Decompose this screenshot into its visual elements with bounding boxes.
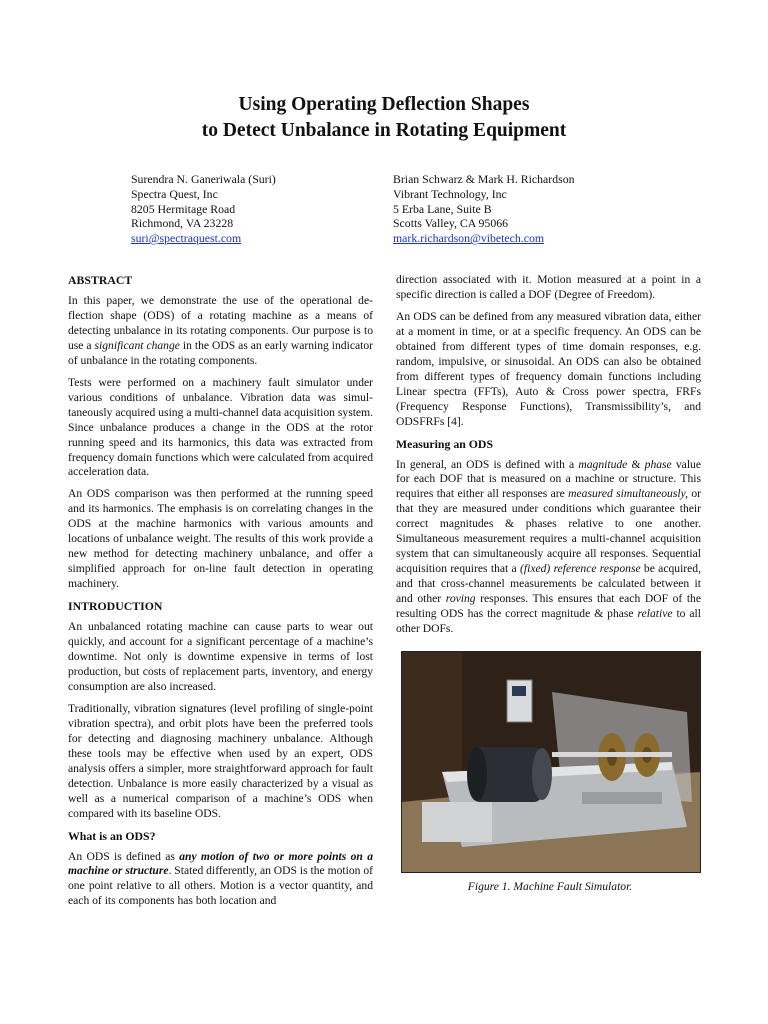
machine-fault-simulator-photo xyxy=(401,651,701,873)
abstract-paragraph: An ODS comparison was then performed at the running speed and its harmonics. The emphasis is on correlating changes in the ODS at the machine harmonics with various amounts and locations of unbalance weight. The results of this work provide a new method for detecting machinery unbalance, and offer a simplified approach for on-line fault detection in operating machinery. xyxy=(68,487,373,591)
right-column xyxy=(396,273,701,644)
author-address: Scotts Valley, CA 95066 xyxy=(393,216,509,231)
author-name: Brian Schwarz & Mark H. Richardson xyxy=(393,172,575,186)
body-paragraph: An ODS can be defined from any measured vibration data, either at a moment in time, or at a specific frequency. An ODS can be obtained from different types of time domain responses, e.g. random, impulsive, or sinusoidal. An ODS can also be obtained from different types of frequency domain functions including Linear spectra (FFTs), Auto & Cross power spectra, FRFs (Frequency Response Functions), Transmissibility’s, and ODSFRFs [4]. xyxy=(396,309,701,428)
author-address: Richmond, VA 23228 xyxy=(131,216,234,231)
introduction-heading: INTRODUCTION xyxy=(68,599,163,614)
author-org: Spectra Quest, Inc xyxy=(131,186,218,201)
measuring-ods-heading: Measuring an ODS xyxy=(396,436,494,451)
introduction-paragraph: Traditionally, vibration signatures (level profiling of single-point vibration spectra), and orbit plots have been the preferred tools for detecting and diagnosing machinery unbalance. Although these tools may be effective when used by an expert, ODS analysis offers a simpler, more straightforward approach for fault detection. Unbalance is more easily characterized by a visual as well as a numerical comparison of a machine’s ODS when compared with its baseline ODS. xyxy=(68,701,373,820)
author-email-link[interactable]: mark.richardson@vibetech.com xyxy=(393,231,545,246)
author-email-link[interactable]: suri@spectraquest.com xyxy=(131,231,242,246)
body-paragraph: direction associated with it. Motion measured at a point in a specific direction is called a DOF (Degree of Freedom). xyxy=(396,273,701,301)
author-address: 5 Erba Lane, Suite B xyxy=(393,201,492,216)
introduction-paragraph: An unbalanced rotating machine can cause parts to wear out quickly, and account for a significant percentage of a machine’s downtime. Not only is downtime expensive in terms of lost production, but costs of replacement parts, inventory, and energy consumption are also increased. xyxy=(68,620,373,693)
abstract-paragraph: In this paper, we demonstrate the use of the operational deflection shape (ODS) of a rotating machine as a means of detecting unbalance in its rotating components. Our purpose is to use a significant change in the ODS as an early warning indicator of unbalance in the rotating components. xyxy=(68,294,373,367)
measuring-ods-paragraph: In general, an ODS is defined with a magnitude & phase value for each DOF that is measured on a machine or structure. This requires that either all responses are measured simultaneously, or that they are measured under conditions which guarantee their correct magnitudes & phases relative to one another. Simultaneous measurement requires a multi-channel acquisition system that can simultaneously acquire all responses. Sequential acquisition requires that a (fixed) reference response be acquired, and that cross-channel measurements be calculated between it and other roving responses. This ensures that each DOF of the resulting ODS has the correct magnitude & phase relative to all other DOFs. xyxy=(396,457,702,636)
author-block-1 xyxy=(131,172,276,246)
what-is-ods-heading: What is an ODS? xyxy=(68,828,156,843)
abstract-paragraph: Tests were performed on a machinery fault simulator under various conditions of unbalance. Vibration data was simultaneously acquired using a multi-channel data acquisition system. Since unbalance produces a change in the ODS at the rotor running speed and its harmonics, this data was extracted from frequency domain functions which were calculated from acquired acceleration data. xyxy=(68,375,373,479)
paper-title-line-2: to Detect Unbalance in Rotating Equipment xyxy=(201,120,567,141)
what-is-ods-paragraph: An ODS is defined as any motion of two or more points on a machine or structure. Stated differently, an ODS is the motion of one point relative to all others. Motion is a vector quantity, and each of its components has both location and xyxy=(68,849,374,908)
abstract-heading: ABSTRACT xyxy=(68,273,133,287)
author-name: Surendra N. Ganeriwala (Suri) xyxy=(131,172,276,186)
machine-illustration xyxy=(402,652,700,872)
author-address: 8205 Hermitage Road xyxy=(131,201,236,216)
author-block-2 xyxy=(393,172,575,246)
paper-title-line-1: Using Operating Deflection Shapes xyxy=(238,94,530,115)
author-org: Vibrant Technology, Inc xyxy=(393,186,507,201)
figure-caption: Figure 1. Machine Fault Simulator. xyxy=(467,880,633,893)
left-column xyxy=(68,273,373,916)
